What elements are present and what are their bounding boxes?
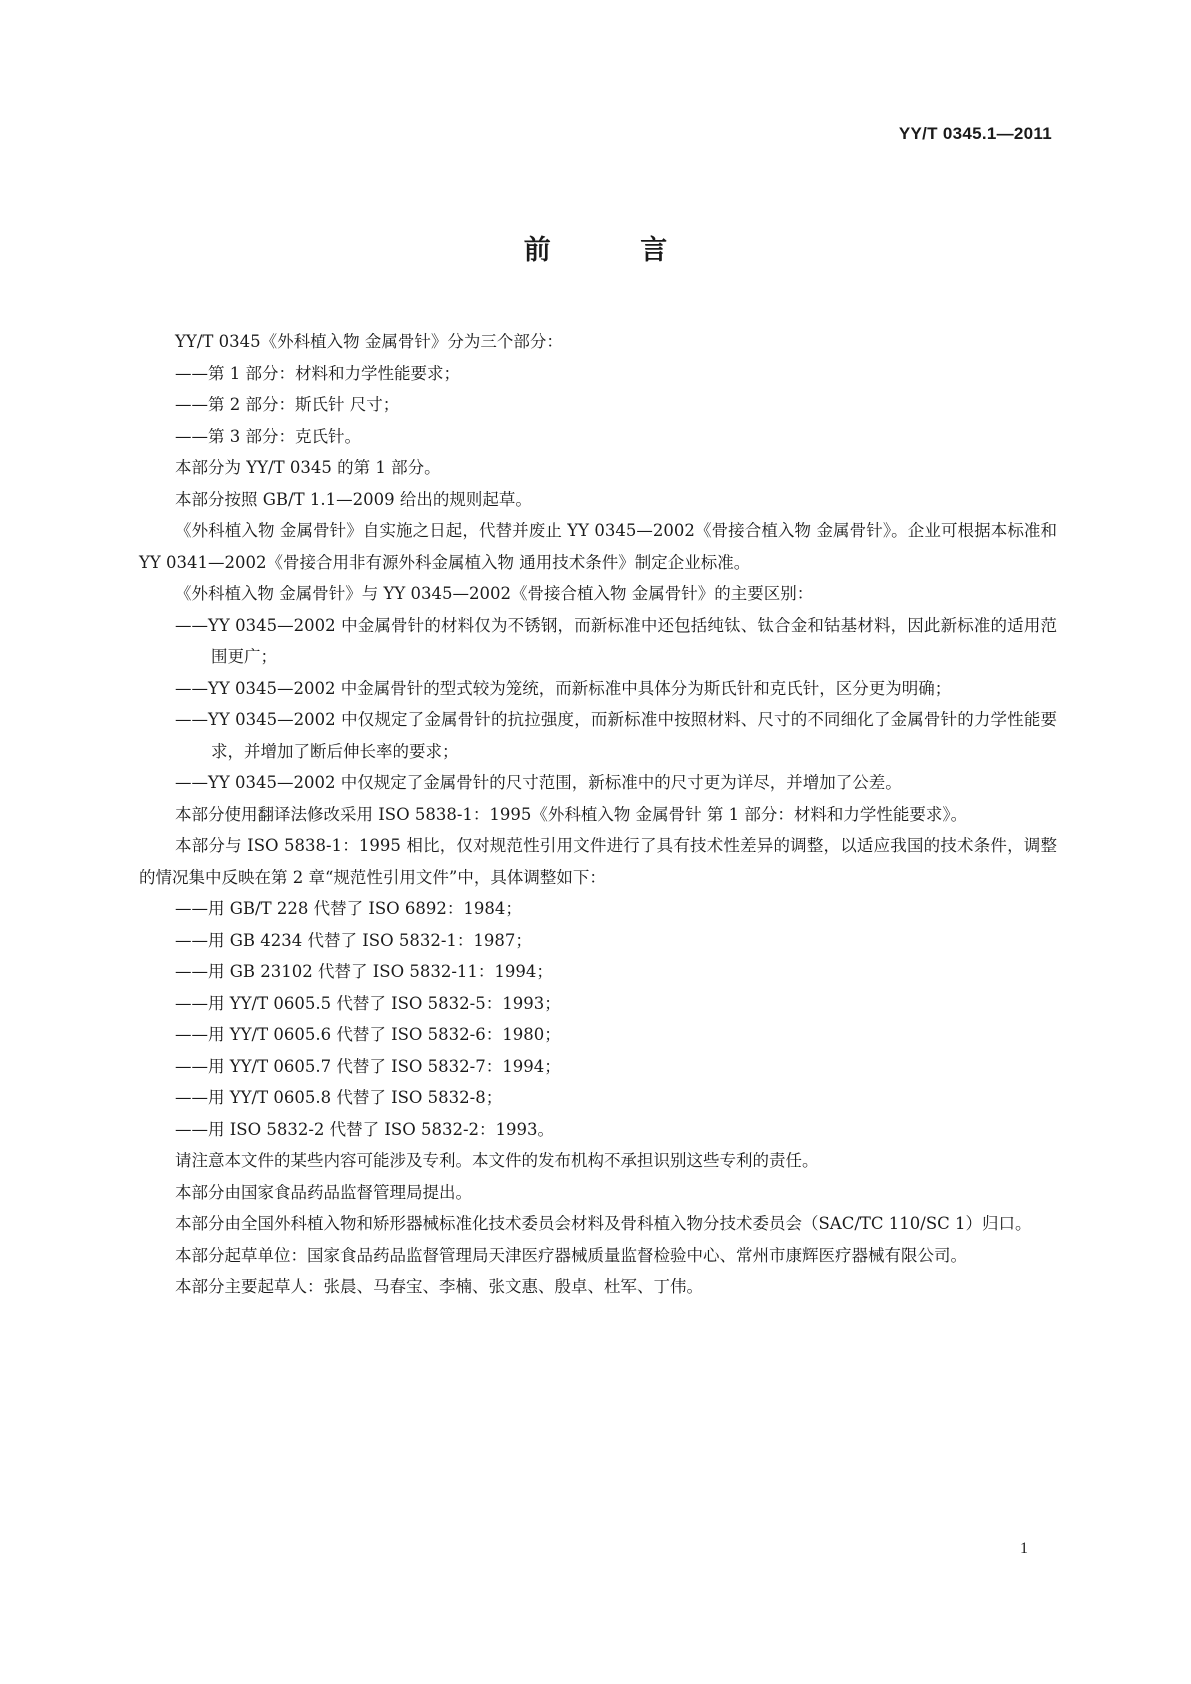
standard-code: YY/T 0345.1—2011 [898, 124, 1052, 143]
paragraph: 《外科植入物 金属骨针》自实施之日起，代替并废止 YY 0345—2002《骨接合植入物 金属骨针》。企业可根据本标准和 YY 0341—2002《骨接合用非有源外科金属植入物 通用技术条件》制定企业标准。 [139, 521, 1057, 572]
paragraph: 本部分与 ISO 5838-1：1995 相比，仅对规范性引用文件进行了具有技术性差异的调整，以适应我国的技术条件，调整的情况集中反映在第 2 章“规范性引用文件”中，具体调整如下： [139, 836, 1057, 887]
list-item: ——第 1 部分：材料和力学性能要求； [175, 363, 460, 383]
list-item: ——用 YY/T 0605.5 代替了 ISO 5832-5：1993； [175, 993, 561, 1013]
list-item: ——用 YY/T 0605.6 代替了 ISO 5832-6：1980； [175, 1025, 561, 1044]
list-item: ——用 GB 23102 代替了 ISO 5832-11：1994； [175, 962, 553, 981]
list-item: ——用 YY/T 0605.8 代替了 ISO 5832-8； [175, 1088, 503, 1107]
list-item: ——用 GB/T 228 代替了 ISO 6892：1984； [175, 899, 522, 918]
list-item: ——第 3 部分：克氏针。 [175, 426, 361, 446]
page-number: 1 [1020, 1540, 1028, 1557]
paragraph: 本部分使用翻译法修改采用 ISO 5838-1：1995《外科植入物 金属骨针 第 1 部分：材料和力学性能要求》。 [175, 804, 968, 824]
list-item: ——用 YY/T 0605.7 代替了 ISO 5832-7：1994； [175, 1056, 561, 1076]
paragraph: 《外科植入物 金属骨针》与 YY 0345—2002《骨接合植入物 金属骨针》的主要区别： [175, 584, 814, 603]
foreword-body [139, 326, 1057, 1303]
list-item: ——第 2 部分：斯氏针 尺寸； [175, 395, 400, 414]
paragraph: YY/T 0345《外科植入物 金属骨针》分为三个部分： [175, 332, 563, 351]
list-item: ——用 GB 4234 代替了 ISO 5832-1：1987； [175, 930, 532, 950]
paragraph: 本部分由全国外科植入物和矫形器械标准化技术委员会材料及骨科植入物分技术委员会（SAC/TC 110/SC 1）归口。 [175, 1214, 1032, 1233]
paragraph: 请注意本文件的某些内容可能涉及专利。本文件的发布机构不承担识别这些专利的责任。 [175, 1151, 819, 1170]
paragraph: 本部分由国家食品药品监督管理局提出。 [175, 1182, 472, 1202]
paragraph: 本部分按照 GB/T 1.1—2009 给出的规则起草。 [175, 489, 532, 509]
list-item: ——YY 0345—2002 中金属骨针的材料仅为不锈钢，而新标准中还包括纯钛、钛合金和钴基材料，因此新标准的适用范围更广； [175, 615, 1057, 666]
paragraph: 本部分起草单位：国家食品药品监督管理局天津医疗器械质量监督检验中心、常州市康辉医疗器械有限公司。 [175, 1245, 967, 1265]
paragraph: 本部分为 YY/T 0345 的第 1 部分。 [175, 458, 441, 477]
page-title: 前 言 [523, 235, 708, 266]
paragraph: 本部分主要起草人：张晨、马春宝、李楠、张文惠、殷卓、杜军、丁伟。 [175, 1277, 703, 1296]
list-item: ——YY 0345—2002 中金属骨针的型式较为笼统，而新标准中具体分为斯氏针和克氏针，区分更为明确； [175, 678, 952, 698]
list-item: ——用 ISO 5832-2 代替了 ISO 5832-2：1993。 [175, 1119, 555, 1139]
list-item: ——YY 0345—2002 中仅规定了金属骨针的尺寸范围，新标准中的尺寸更为详尽，并增加了公差。 [175, 773, 902, 792]
list-item: ——YY 0345—2002 中仅规定了金属骨针的抗拉强度，而新标准中按照材料、尺寸的不同细化了金属骨针的力学性能要求，并增加了断后伸长率的要求； [175, 710, 1057, 761]
